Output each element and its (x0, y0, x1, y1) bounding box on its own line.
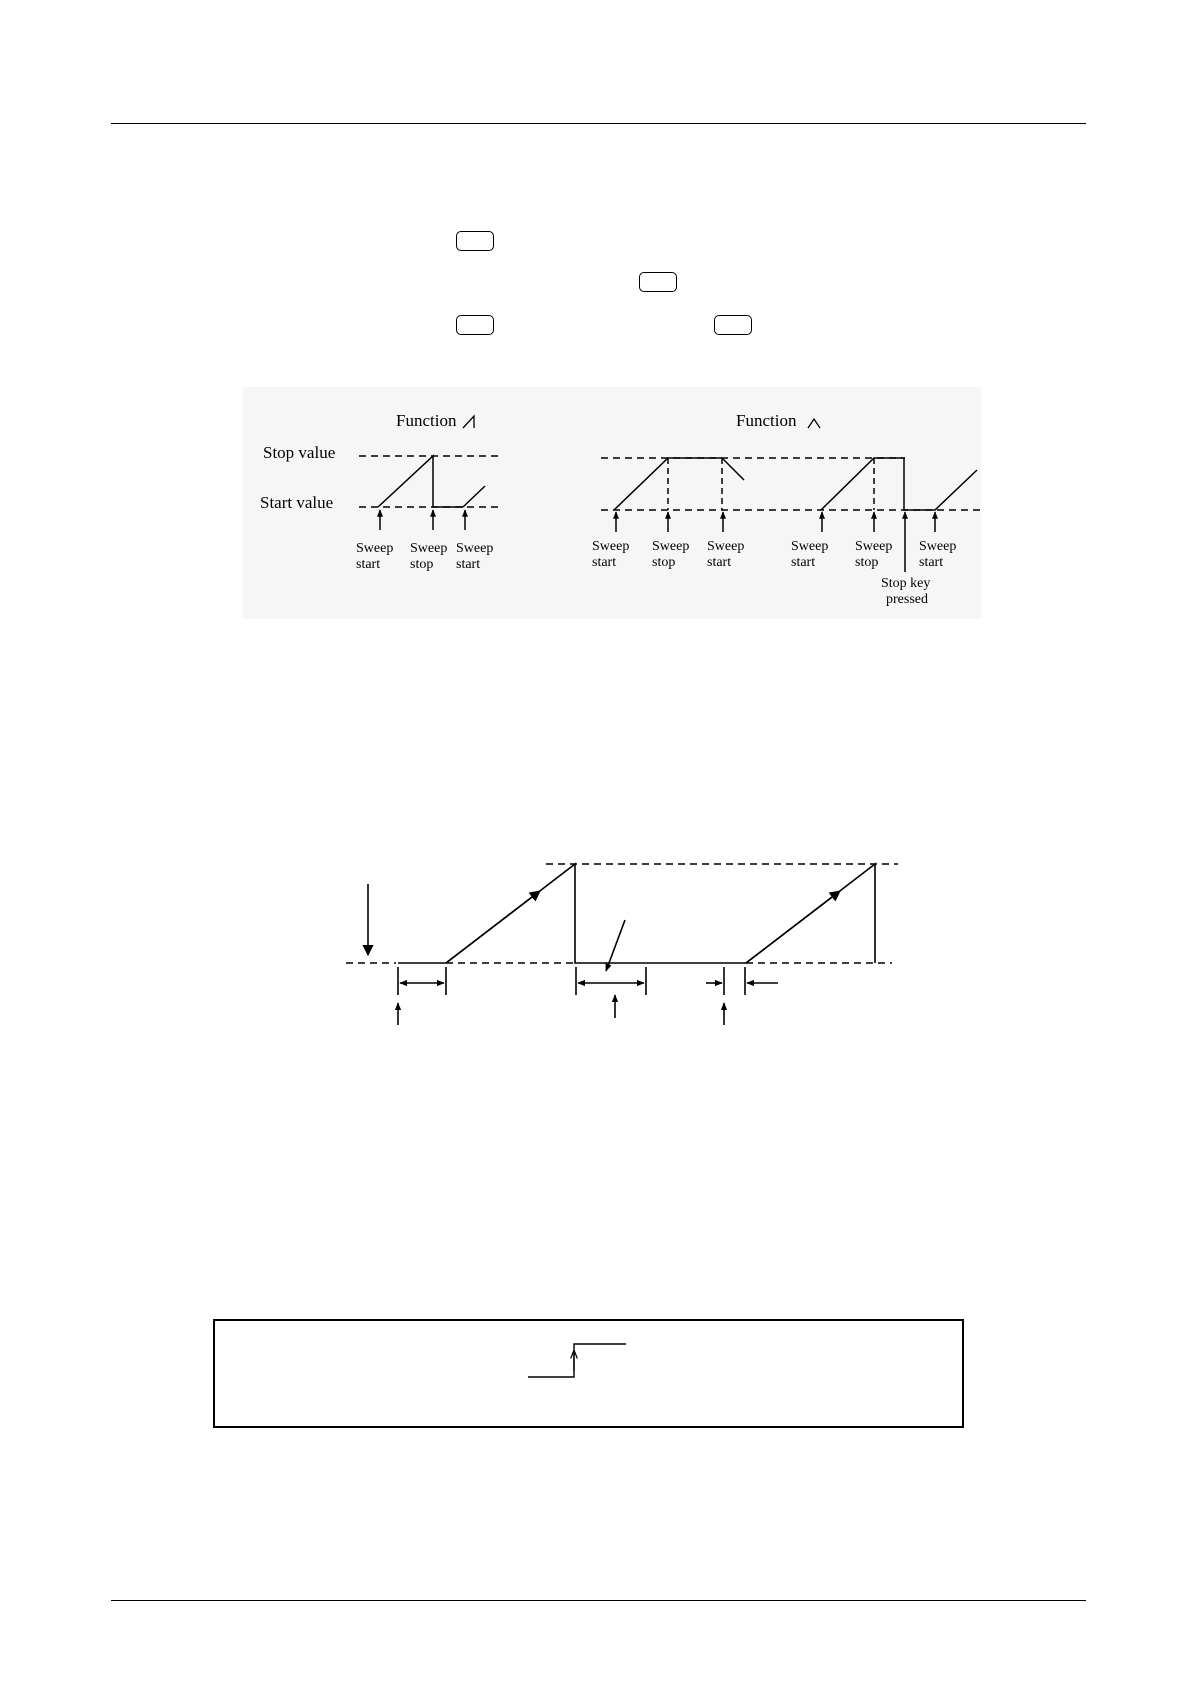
figure2-ramp-arrow-1 (446, 891, 540, 963)
left-marker-3-line1: Sweep (456, 541, 494, 556)
ramp-up-symbol (463, 416, 474, 428)
figure1-right (592, 411, 980, 607)
left-function-title: Function (396, 411, 457, 430)
right-marker-4-line2: start (791, 555, 816, 570)
left-marker-1-line2: start (356, 557, 381, 572)
footer-rule (111, 1600, 1086, 1601)
right-marker-4-line1: Sweep (791, 539, 829, 554)
figure1-left (260, 411, 498, 572)
start-value-label: Start value (260, 493, 334, 512)
left-marker-2-line2: stop (410, 557, 434, 572)
stop-key-line2: pressed (886, 592, 928, 607)
right-triangle-1 (614, 458, 744, 510)
left-marker-2-line1: Sweep (410, 541, 448, 556)
right-marker-1-line2: start (592, 555, 617, 570)
left-marker-3-line2: start (456, 557, 481, 572)
figure2-sawtooth-1 (446, 864, 746, 963)
right-triangle-2 (821, 458, 977, 510)
right-marker-6-line2: start (919, 555, 944, 570)
left-sawtooth-2 (463, 486, 485, 507)
right-marker-1-line1: Sweep (592, 539, 630, 554)
right-marker-2-line2: stop (652, 555, 676, 570)
right-marker-2-line1: Sweep (652, 539, 690, 554)
right-marker-5-line2: stop (855, 555, 879, 570)
right-marker-3-line1: Sweep (707, 539, 745, 554)
stop-value-label: Stop value (263, 443, 336, 462)
right-function-title: Function (736, 411, 797, 430)
right-marker-5-line1: Sweep (855, 539, 893, 554)
right-marker-3-line2: start (707, 555, 732, 570)
left-sawtooth-1 (378, 456, 463, 507)
right-marker-6-line1: Sweep (919, 539, 957, 554)
note-box (213, 1319, 964, 1428)
left-marker-1-line1: Sweep (356, 541, 394, 556)
rising-edge-symbol (526, 1341, 636, 1381)
triangle-symbol (808, 419, 820, 428)
figure2-sweep-diagram (346, 864, 898, 1025)
figure2-ramp-arrow-2 (746, 891, 840, 963)
stop-key-line1: Stop key (881, 576, 931, 591)
